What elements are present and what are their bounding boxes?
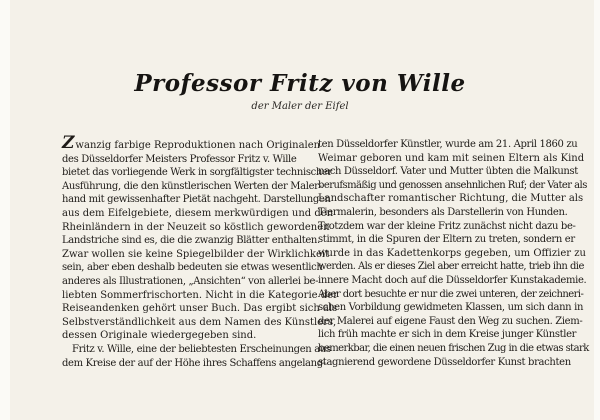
text-line: Weimar geboren und kam mit seinen Eltern als Kind [318,152,585,164]
text-line: lich früh machte er sich in dem Kreise junger Künstler [318,329,577,341]
text-line: Tiermalerin, besonders als Darstellerin von Hunden. [318,206,568,218]
drop-cap: Z [62,133,75,153]
text-line: liebten Sommerfrischorten. Nicht in die Kategorie der [62,289,338,301]
text-line: Trotzdem war der kleine Fritz zunächst nicht dazu be- [318,220,576,232]
text-line: werden. Als er dieses Ziel aber erreicht hatte, trieb ihn die [318,261,584,273]
text-line: Fritz v. Wille, eine der beliebtesten Erscheinungen aus [72,343,331,355]
text-line: ten Düsseldorfer Künstler, wurde am 21. April 1860 zu [318,139,578,150]
text-line: Zwar wollen sie keine Spiegelbilder der Wirklichkeit [62,248,330,260]
text-line: sein, aber eben deshalb bedeuten sie etwas wesentlich [62,262,323,274]
page-edge-right [594,0,600,420]
text-line: dem Kreise der auf der Höhe ihres Schaffens angelang- [62,357,326,369]
text-line: schen Vorbildung gewidmeten Klassen, um sich dann in [318,302,584,314]
text-line: stagnierend gewordene Düsseldorfer Kunst brachten [318,356,571,368]
text-line: Landstriche sind es, die die zwanzig Blätter enthalten. [62,235,320,247]
left-text-column [62,133,338,420]
text-line: Reiseandenken gehört unser Buch. Das ergibt sich als [62,303,338,315]
text-line: berufsmäßig und genossen ansehnlichen Ruf; der Vater als [318,179,587,191]
text-line: Landschafter romantischer Richtung, die Mutter als [318,193,584,205]
text-line: wurde in das Kadettenkorps gegeben, um Offizier zu [318,247,586,259]
text-line: dessen Originale wiedergegeben sind. [62,330,257,342]
text-line: aus dem Eifelgebiete, diesem merkwürdigen und den [62,207,334,219]
text-line: nach Düsseldorf. Vater und Mutter übten die Malkunst [318,166,578,178]
text-line: des Düsseldorfer Meisters Professor Fritz v. Wille [62,153,297,165]
text-line: Aber dort besuchte er nur die zwei unteren, der zeichneri- [318,288,584,300]
text-line: Ausführung, die den künstlerischen Werten der Maler- [62,180,322,192]
text-line: anderes als Illustrationen, „Ansichten“ von allerlei be- [62,275,319,287]
text-line: Zwanzig farbige Reproduktionen nach Originalen [62,133,321,153]
text-line: stimmt, in die Spuren der Eltern zu treten, sondern er [318,234,575,246]
text-line: innere Macht doch auf die Düsseldorfer Kunstakademie. [318,274,587,286]
text-line: bietet das vorliegende Werk in sorgfältigster technischer [62,167,332,179]
right-text-column [318,138,589,420]
page-title: Professor Fritz von Wille [134,70,466,97]
text-line: der Malerei auf eigene Faust den Weg zu suchen. Ziem- [318,315,583,327]
page-edge-left [0,0,10,420]
page-subtitle: der Maler der Eifel [251,101,349,112]
text-line: Rheinländern in der Neuzeit so köstlich gewordenen [62,221,330,233]
text-line: hand mit gewissenhafter Pietät nachgeht. Darstellungen [62,194,331,206]
text-line: Selbstverständlichkeit aus dem Namen des Künstlers, [62,316,337,328]
text-line: bemerkbar, die einen neuen frischen Zug in die etwas stark [318,342,589,354]
